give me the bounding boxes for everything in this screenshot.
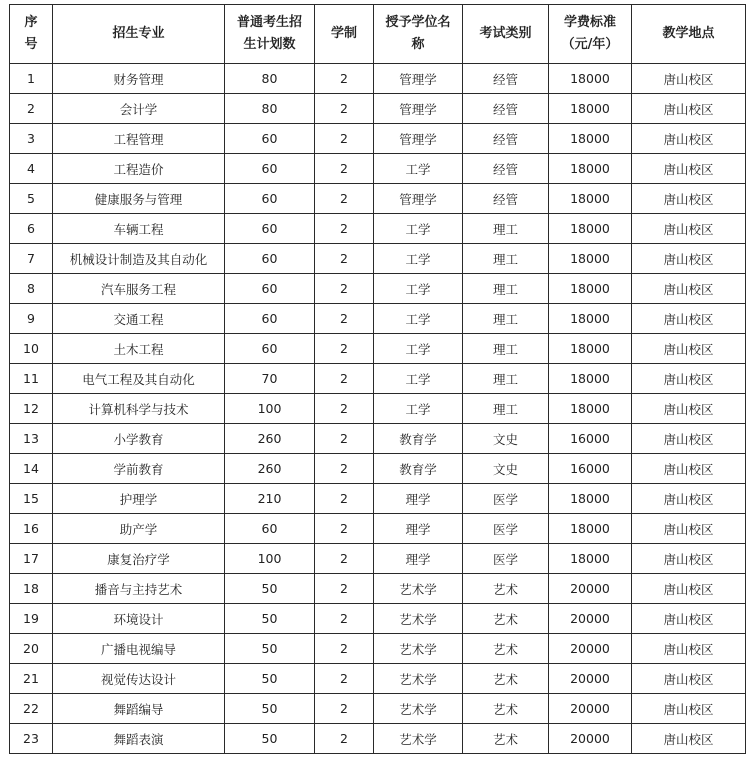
cell-exam: 理工 — [463, 394, 549, 424]
cell-seq: 4 — [10, 154, 53, 184]
cell-exam: 理工 — [463, 304, 549, 334]
header-plan — [225, 5, 315, 64]
cell-degree: 管理学 — [374, 184, 463, 214]
cell-plan: 50 — [225, 664, 315, 694]
header-exam-line-1: 考试类别 — [479, 26, 532, 41]
cell-years: 2 — [315, 514, 374, 544]
table-row — [10, 154, 746, 184]
table-body — [10, 64, 746, 754]
cell-plan: 100 — [225, 394, 315, 424]
cell-location: 唐山校区 — [632, 424, 746, 454]
table-row — [10, 304, 746, 334]
cell-plan: 50 — [225, 574, 315, 604]
cell-major: 小学教育 — [53, 424, 225, 454]
header-degree — [374, 5, 463, 64]
cell-exam: 理工 — [463, 364, 549, 394]
cell-plan: 60 — [225, 184, 315, 214]
cell-seq: 19 — [10, 604, 53, 634]
cell-years: 2 — [315, 604, 374, 634]
cell-major: 助产学 — [53, 514, 225, 544]
cell-fee: 18000 — [549, 514, 632, 544]
cell-seq: 5 — [10, 184, 53, 214]
cell-seq: 16 — [10, 514, 53, 544]
cell-exam: 理工 — [463, 334, 549, 364]
cell-location: 唐山校区 — [632, 724, 746, 754]
cell-exam: 文史 — [463, 454, 549, 484]
header-years-line-1: 学制 — [330, 26, 357, 41]
cell-major: 土木工程 — [53, 334, 225, 364]
cell-exam: 经管 — [463, 154, 549, 184]
cell-major: 计算机科学与技术 — [53, 394, 225, 424]
table-row — [10, 64, 746, 94]
cell-years: 2 — [315, 244, 374, 274]
cell-years: 2 — [315, 184, 374, 214]
cell-degree: 教育学 — [374, 454, 463, 484]
cell-fee: 18000 — [549, 154, 632, 184]
cell-seq: 20 — [10, 634, 53, 664]
cell-major: 舞蹈表演 — [53, 724, 225, 754]
cell-seq: 22 — [10, 694, 53, 724]
cell-degree: 理学 — [374, 484, 463, 514]
table-row — [10, 484, 746, 514]
cell-degree: 工学 — [374, 214, 463, 244]
cell-years: 2 — [315, 424, 374, 454]
cell-seq: 3 — [10, 124, 53, 154]
cell-seq: 15 — [10, 484, 53, 514]
cell-degree: 理学 — [374, 514, 463, 544]
cell-major: 工程造价 — [53, 154, 225, 184]
cell-fee: 18000 — [549, 334, 632, 364]
cell-location: 唐山校区 — [632, 184, 746, 214]
cell-location: 唐山校区 — [632, 604, 746, 634]
header-major — [53, 5, 225, 64]
header-location-line-1: 教学地点 — [662, 26, 715, 41]
cell-years: 2 — [315, 304, 374, 334]
cell-location: 唐山校区 — [632, 454, 746, 484]
cell-fee: 18000 — [549, 94, 632, 124]
cell-location: 唐山校区 — [632, 274, 746, 304]
cell-location: 唐山校区 — [632, 664, 746, 694]
cell-location: 唐山校区 — [632, 394, 746, 424]
cell-years: 2 — [315, 364, 374, 394]
cell-fee: 18000 — [549, 484, 632, 514]
cell-years: 2 — [315, 124, 374, 154]
cell-years: 2 — [315, 484, 374, 514]
cell-location: 唐山校区 — [632, 484, 746, 514]
table-row — [10, 364, 746, 394]
header-fee-line-2: （元/年） — [561, 37, 619, 52]
cell-seq: 18 — [10, 574, 53, 604]
cell-fee: 20000 — [549, 604, 632, 634]
cell-years: 2 — [315, 544, 374, 574]
cell-exam: 文史 — [463, 424, 549, 454]
cell-exam: 理工 — [463, 214, 549, 244]
cell-seq: 7 — [10, 244, 53, 274]
cell-location: 唐山校区 — [632, 694, 746, 724]
header-fee-line-1: 学费标准 — [563, 15, 616, 30]
cell-fee: 18000 — [549, 184, 632, 214]
cell-location: 唐山校区 — [632, 514, 746, 544]
header-seq-line-2: 号 — [24, 37, 38, 52]
cell-exam: 医学 — [463, 514, 549, 544]
cell-seq: 8 — [10, 274, 53, 304]
cell-fee: 20000 — [549, 724, 632, 754]
cell-fee: 18000 — [549, 364, 632, 394]
cell-years: 2 — [315, 154, 374, 184]
cell-fee: 18000 — [549, 274, 632, 304]
cell-fee: 18000 — [549, 304, 632, 334]
cell-years: 2 — [315, 634, 374, 664]
cell-fee: 20000 — [549, 694, 632, 724]
table-row — [10, 244, 746, 274]
cell-location: 唐山校区 — [632, 94, 746, 124]
cell-fee: 18000 — [549, 124, 632, 154]
cell-exam: 经管 — [463, 184, 549, 214]
cell-location: 唐山校区 — [632, 124, 746, 154]
cell-plan: 60 — [225, 214, 315, 244]
cell-degree: 教育学 — [374, 424, 463, 454]
cell-fee: 20000 — [549, 664, 632, 694]
cell-plan: 260 — [225, 424, 315, 454]
cell-fee: 18000 — [549, 544, 632, 574]
table-row — [10, 214, 746, 244]
table-row — [10, 124, 746, 154]
table-row — [10, 424, 746, 454]
admissions-table-container — [9, 4, 746, 754]
cell-major: 财务管理 — [53, 64, 225, 94]
table-row — [10, 94, 746, 124]
cell-seq: 13 — [10, 424, 53, 454]
cell-major: 舞蹈编导 — [53, 694, 225, 724]
table-row — [10, 724, 746, 754]
cell-degree: 工学 — [374, 304, 463, 334]
cell-plan: 80 — [225, 94, 315, 124]
cell-seq: 21 — [10, 664, 53, 694]
cell-plan: 210 — [225, 484, 315, 514]
cell-exam: 艺术 — [463, 574, 549, 604]
cell-major: 护理学 — [53, 484, 225, 514]
header-degree-line-2: 称 — [411, 37, 425, 52]
cell-plan: 80 — [225, 64, 315, 94]
cell-major: 会计学 — [53, 94, 225, 124]
cell-major: 视觉传达设计 — [53, 664, 225, 694]
header-fee — [549, 5, 632, 64]
cell-exam: 经管 — [463, 64, 549, 94]
cell-degree: 艺术学 — [374, 574, 463, 604]
table-row — [10, 634, 746, 664]
header-degree-line-1: 授予学位名 — [385, 15, 451, 30]
cell-plan: 50 — [225, 724, 315, 754]
cell-seq: 2 — [10, 94, 53, 124]
cell-years: 2 — [315, 214, 374, 244]
cell-plan: 70 — [225, 364, 315, 394]
cell-exam: 理工 — [463, 244, 549, 274]
cell-exam: 经管 — [463, 124, 549, 154]
cell-major: 汽车服务工程 — [53, 274, 225, 304]
cell-exam: 理工 — [463, 274, 549, 304]
cell-location: 唐山校区 — [632, 544, 746, 574]
cell-major: 交通工程 — [53, 304, 225, 334]
header-seq-line-1: 序 — [24, 15, 38, 30]
cell-location: 唐山校区 — [632, 304, 746, 334]
cell-plan: 100 — [225, 544, 315, 574]
cell-location: 唐山校区 — [632, 364, 746, 394]
cell-location: 唐山校区 — [632, 214, 746, 244]
header-exam — [463, 5, 549, 64]
cell-degree: 工学 — [374, 394, 463, 424]
cell-plan: 60 — [225, 154, 315, 184]
cell-fee: 18000 — [549, 64, 632, 94]
cell-seq: 6 — [10, 214, 53, 244]
cell-plan: 60 — [225, 244, 315, 274]
cell-degree: 管理学 — [374, 64, 463, 94]
header-plan-line-1: 普通考生招 — [236, 15, 302, 30]
cell-seq: 10 — [10, 334, 53, 364]
header-row — [10, 5, 746, 64]
cell-plan: 50 — [225, 634, 315, 664]
cell-seq: 17 — [10, 544, 53, 574]
header-location — [632, 5, 746, 64]
cell-fee: 20000 — [549, 574, 632, 604]
cell-degree: 艺术学 — [374, 604, 463, 634]
cell-years: 2 — [315, 664, 374, 694]
cell-major: 康复治疗学 — [53, 544, 225, 574]
cell-years: 2 — [315, 394, 374, 424]
cell-years: 2 — [315, 724, 374, 754]
cell-plan: 60 — [225, 334, 315, 364]
cell-degree: 工学 — [374, 244, 463, 274]
table-row — [10, 274, 746, 304]
cell-years: 2 — [315, 574, 374, 604]
cell-degree: 工学 — [374, 274, 463, 304]
cell-plan: 60 — [225, 274, 315, 304]
cell-plan: 60 — [225, 304, 315, 334]
cell-location: 唐山校区 — [632, 334, 746, 364]
cell-degree: 工学 — [374, 154, 463, 184]
cell-seq: 12 — [10, 394, 53, 424]
table-row — [10, 454, 746, 484]
cell-seq: 11 — [10, 364, 53, 394]
cell-years: 2 — [315, 274, 374, 304]
cell-years: 2 — [315, 694, 374, 724]
table-row — [10, 184, 746, 214]
cell-major: 电气工程及其自动化 — [53, 364, 225, 394]
cell-plan: 60 — [225, 124, 315, 154]
cell-plan: 50 — [225, 694, 315, 724]
cell-plan: 260 — [225, 454, 315, 484]
header-seq — [10, 5, 53, 64]
cell-seq: 9 — [10, 304, 53, 334]
cell-degree: 工学 — [374, 334, 463, 364]
cell-major: 学前教育 — [53, 454, 225, 484]
table-row — [10, 394, 746, 424]
cell-exam: 艺术 — [463, 664, 549, 694]
header-years — [315, 5, 374, 64]
cell-fee: 16000 — [549, 424, 632, 454]
cell-major: 工程管理 — [53, 124, 225, 154]
header-plan-line-2: 生计划数 — [243, 37, 296, 52]
cell-degree: 艺术学 — [374, 694, 463, 724]
cell-degree: 理学 — [374, 544, 463, 574]
cell-degree: 管理学 — [374, 94, 463, 124]
table-row — [10, 514, 746, 544]
cell-fee: 18000 — [549, 244, 632, 274]
cell-degree: 工学 — [374, 364, 463, 394]
cell-plan: 60 — [225, 514, 315, 544]
cell-location: 唐山校区 — [632, 574, 746, 604]
cell-exam: 经管 — [463, 94, 549, 124]
cell-major: 播音与主持艺术 — [53, 574, 225, 604]
table-header — [10, 5, 746, 64]
cell-degree: 管理学 — [374, 124, 463, 154]
table-row — [10, 694, 746, 724]
admissions-plan-table — [9, 4, 746, 754]
cell-years: 2 — [315, 64, 374, 94]
cell-exam: 艺术 — [463, 694, 549, 724]
cell-years: 2 — [315, 454, 374, 484]
cell-major: 机械设计制造及其自动化 — [53, 244, 225, 274]
cell-location: 唐山校区 — [632, 244, 746, 274]
table-row — [10, 664, 746, 694]
cell-plan: 50 — [225, 604, 315, 634]
cell-location: 唐山校区 — [632, 634, 746, 664]
cell-exam: 医学 — [463, 544, 549, 574]
cell-major: 车辆工程 — [53, 214, 225, 244]
cell-exam: 医学 — [463, 484, 549, 514]
cell-years: 2 — [315, 94, 374, 124]
cell-years: 2 — [315, 334, 374, 364]
cell-exam: 艺术 — [463, 634, 549, 664]
cell-fee: 18000 — [549, 394, 632, 424]
cell-fee: 18000 — [549, 214, 632, 244]
cell-fee: 16000 — [549, 454, 632, 484]
cell-fee: 20000 — [549, 634, 632, 664]
cell-major: 环境设计 — [53, 604, 225, 634]
cell-seq: 23 — [10, 724, 53, 754]
table-row — [10, 544, 746, 574]
cell-degree: 艺术学 — [374, 724, 463, 754]
cell-degree: 艺术学 — [374, 634, 463, 664]
cell-seq: 14 — [10, 454, 53, 484]
cell-degree: 艺术学 — [374, 664, 463, 694]
cell-location: 唐山校区 — [632, 154, 746, 184]
cell-location: 唐山校区 — [632, 64, 746, 94]
cell-seq: 1 — [10, 64, 53, 94]
cell-major: 健康服务与管理 — [53, 184, 225, 214]
cell-major: 广播电视编导 — [53, 634, 225, 664]
cell-exam: 艺术 — [463, 604, 549, 634]
table-row — [10, 334, 746, 364]
header-major-line-1: 招生专业 — [112, 26, 165, 41]
table-row — [10, 574, 746, 604]
cell-exam: 艺术 — [463, 724, 549, 754]
table-row — [10, 604, 746, 634]
